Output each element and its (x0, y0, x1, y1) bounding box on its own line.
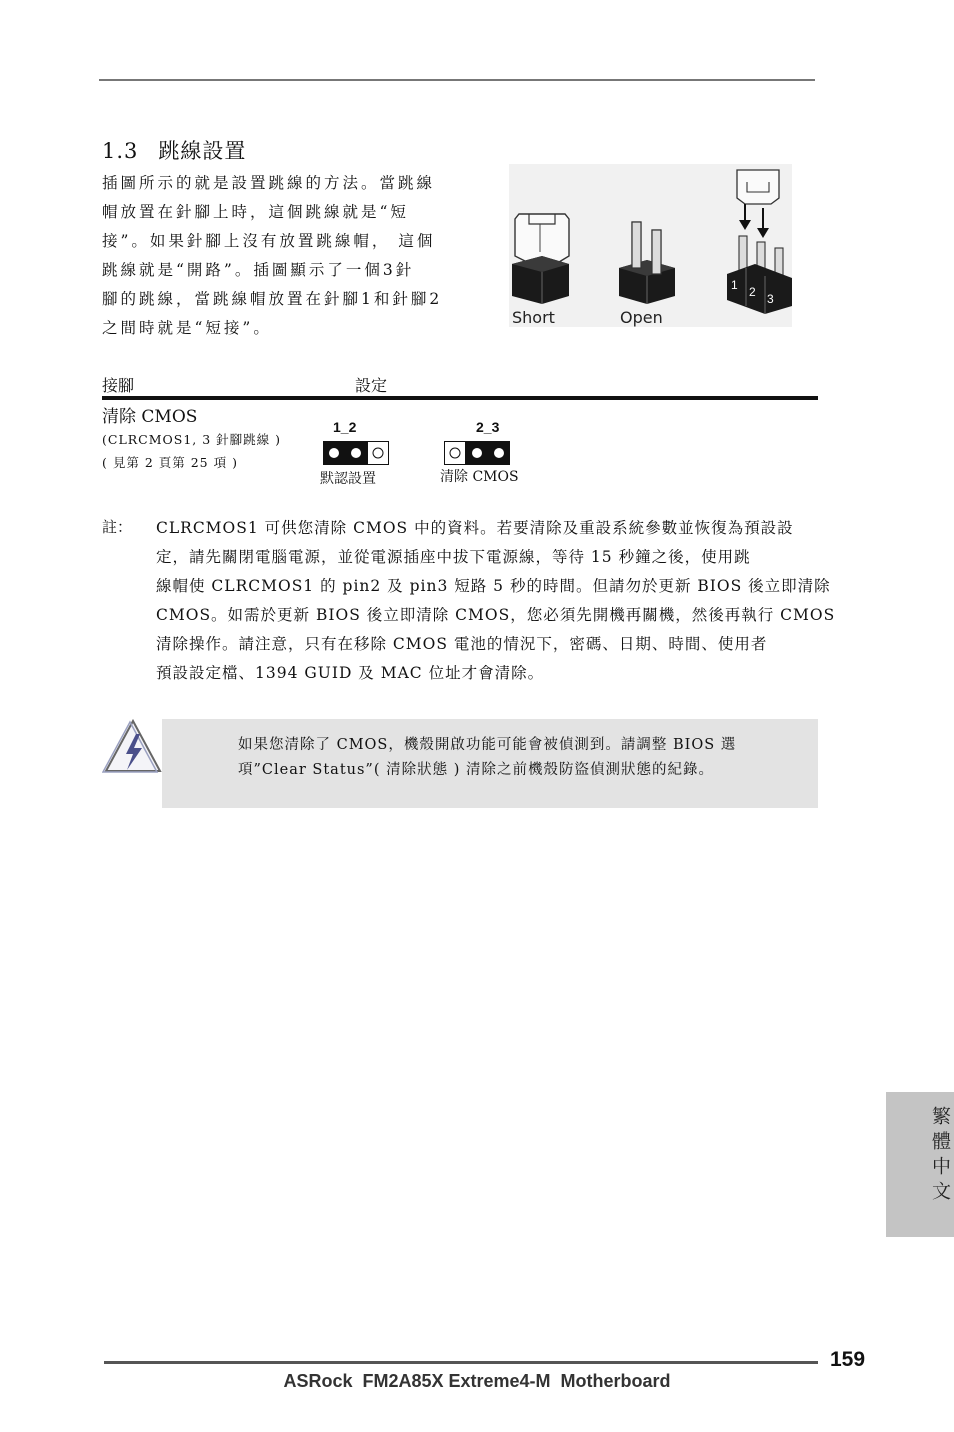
pin-number-2: 2 (749, 285, 756, 299)
col-header-setting: 設定 (355, 376, 388, 395)
language-tab-label: 繁體中文 (929, 1106, 951, 1206)
short-label: Short (512, 308, 555, 327)
clear-caption: 清除 CMOS (440, 469, 519, 485)
pin-number-1: 1 (731, 278, 738, 292)
intro-line: 插圖所示的就是設置跳線的方法。當跳線 (102, 174, 436, 192)
language-tab (886, 1092, 954, 1237)
table-rule (102, 396, 818, 400)
row-subtitle: (CLRCMOS1, 3 針腳跳線 ) (102, 432, 282, 447)
row-page-ref: ( 見第 2 頁第 25 項 ) (102, 455, 238, 470)
section-heading (102, 135, 246, 165)
intro-line: 之間時就是“短接”。 (102, 319, 272, 337)
warning-lightning-icon (102, 716, 164, 776)
note-line: CMOS。如需於更新 BIOS 後立即清除 CMOS，您必須先開機再關機，然後再執行 CMOS (156, 606, 836, 624)
col-header-jumper: 接腳 (102, 376, 135, 395)
intro-line: 跳線就是“開路”。插圖顯示了一個3針 (102, 261, 415, 279)
clear-pins-label: 2_3 (476, 419, 500, 435)
clear-jumper-diagram (444, 441, 510, 465)
row-title-clear-cmos: 清除 CMOS (102, 407, 198, 427)
jumper-illustration (509, 164, 792, 327)
default-pins-label: 1_2 (333, 419, 357, 435)
pin-number-3: 3 (767, 292, 774, 306)
warning-text (238, 733, 798, 783)
default-jumper-diagram (323, 441, 389, 465)
top-rule (99, 79, 815, 81)
note-body (156, 514, 836, 688)
default-caption: 默認設置 (320, 471, 376, 487)
three-pin-jumper (727, 170, 792, 314)
note-line: 定，請先關閉電腦電源，並從電源插座中拔下電源線，等待 15 秒鐘之後，使用跳 (156, 548, 751, 566)
note-label: 註： (102, 518, 133, 536)
warning-line: 項”Clear Status”( 清除狀態 ) 清除之前機殼防盜偵測狀態的紀錄。 (238, 762, 714, 778)
note-line: CLRCMOS1 可供您清除 CMOS 中的資料。若要清除及重設系統參數並恢復為預設設 (156, 519, 794, 537)
short-jumper (512, 214, 569, 304)
section-title: 跳線設置 (158, 139, 247, 163)
footer-title: ASRock FM2A85X Extreme4-M Motherboard (283, 1371, 671, 1391)
section-number: 1.3 (102, 139, 139, 163)
jumper-drawing (509, 164, 792, 327)
open-jumper (619, 222, 675, 304)
note-line: 線帽使 CLRCMOS1 的 pin2 及 pin3 短路 5 秒的時間。但請勿於更新 BIOS 後立即清除 (156, 577, 831, 595)
intro-line: 腳的跳線，當跳線帽放置在針腳1和針腳2 (102, 290, 443, 308)
note-line: 預設設定檔、1394 GUID 及 MAC 位址才會清除。 (156, 664, 545, 682)
warning-line: 如果您清除了 CMOS，機殼開啟功能可能會被偵測到。請調整 BIOS 選 (238, 737, 737, 753)
intro-line: 接”。如果針腳上沒有放置跳線帽， 這個 (102, 232, 436, 250)
open-label: Open (620, 308, 663, 327)
note-line: 清除操作。請注意，只有在移除 CMOS 電池的情況下，密碼、日期、時間、使用者 (156, 635, 768, 653)
intro-paragraph (102, 169, 464, 343)
page-number: 159 (830, 1348, 866, 1371)
intro-line: 帽放置在針腳上時，這個跳線就是“短 (102, 203, 409, 221)
footer-rule (104, 1361, 818, 1364)
